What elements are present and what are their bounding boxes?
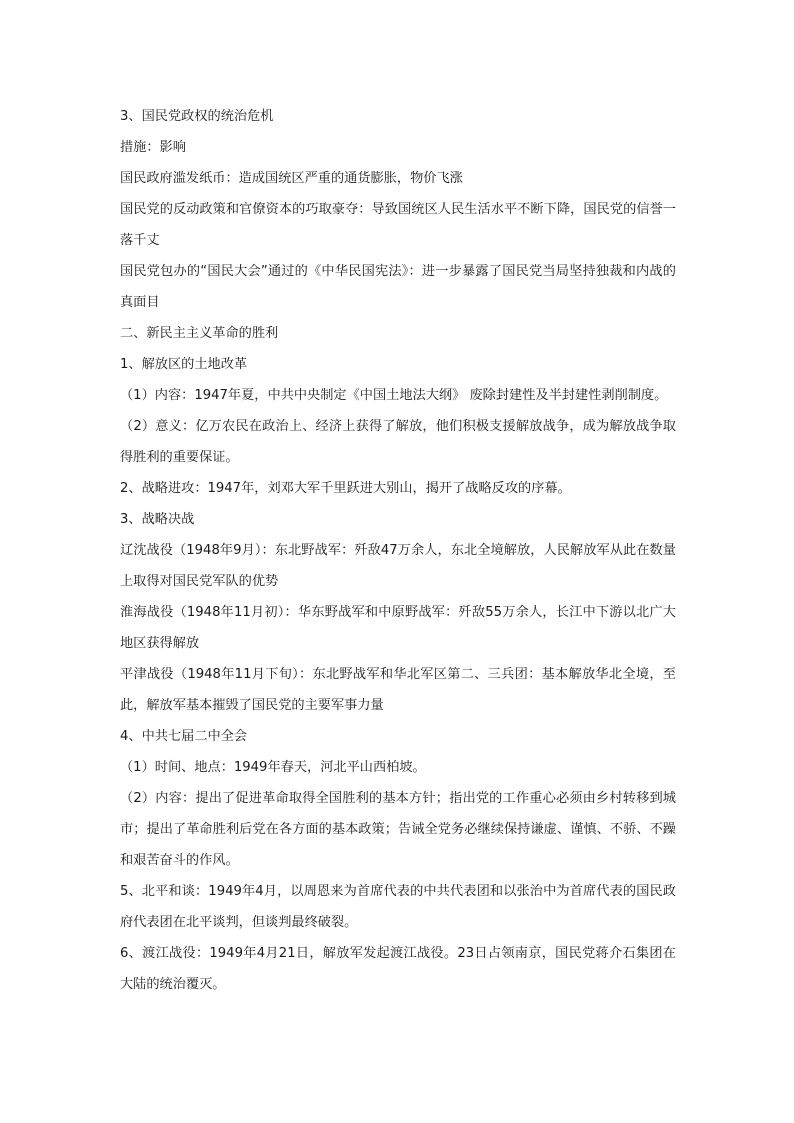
paragraph-plenum-content: （2）内容：提出了促进革命取得全国胜利的基本方针；指出党的工作重心必须由乡村转移到城市；提出了革命胜利后党在各方面的基本政策；告诫全党务必继续保持谦虚、谨慎、不骄、不躁和艰苦奋斗的作风。 xyxy=(120,791,676,868)
heading-land-reform: 1、解放区的土地改革 xyxy=(120,357,248,372)
paragraph-reactionary-policy: 国民党的反动政策和官僚资本的巧取豪夺：导致国统区人民生活水平不断下降，国民党的信誉一落千丈 xyxy=(120,202,676,248)
measures-effects-label: 措施：影响 xyxy=(120,140,186,155)
paragraph-liaoshen-campaign: 辽沈战役（1948年9月）：东北野战军：歼敌47万余人，东北全境解放，人民解放军从此在数量上取得对国民党军队的优势 xyxy=(120,543,676,589)
paragraph-yangtze-crossing: 6、渡江战役：1949年4月21日，解放军发起渡江战役。23日占领南京，国民党蒋介石集团在大陆的统治覆灭。 xyxy=(120,946,676,992)
paragraph-plenum-time-place: （1）时间、地点：1949年春天，河北平山西柏坡。 xyxy=(120,760,426,775)
heading-revolution-victory: 二、新民主主义革命的胜利 xyxy=(120,326,279,341)
paragraph-peiping-talks: 5、北平和谈：1949年4月，以周恩来为首席代表的中共代表团和以张治中为首席代表的国民政府代表团在北平谈判，但谈判最终破裂。 xyxy=(120,884,676,930)
heading-kmt-crisis: 3、国民党政权的统治危机 xyxy=(120,109,274,124)
document-body xyxy=(120,101,676,1000)
paragraph-pingjin-campaign: 平津战役（1948年11月下旬）：东北野战军和华北军区第二、三兵团：基本解放华北全境，至此，解放军基本摧毁了国民党的主要军事力量 xyxy=(120,667,676,713)
paragraph-paper-money: 国民政府滥发纸币：造成国统区严重的通货膨胀，物价飞涨 xyxy=(120,171,463,186)
paragraph-huaihai-campaign: 淮海战役（1948年11月初）：华东野战军和中原野战军：歼敌55万余人，长江中下游以北广大地区获得解放 xyxy=(120,605,676,651)
paragraph-land-reform-content: （1）内容：1947年夏，中共中央制定《中国土地法大纲》 废除封建性及半封建性剥削制度。 xyxy=(120,388,668,403)
heading-second-plenum: 4、中共七届二中全会 xyxy=(120,729,248,744)
paragraph-national-assembly: 国民党包办的“国民大会”通过的《中华民国宪法》：进一步暴露了国民党当局坚持独裁和内战的真面目 xyxy=(120,264,676,310)
heading-strategic-battles: 3、战略决战 xyxy=(120,512,195,527)
paragraph-strategic-offensive: 2、战略进攻：1947年，刘邓大军千里跃进大别山，揭开了战略反攻的序幕。 xyxy=(120,481,571,496)
paragraph-land-reform-significance: （2）意义：亿万农民在政治上、经济上获得了解放，他们积极支援解放战争，成为解放战争取得胜利的重要保证。 xyxy=(120,419,676,465)
